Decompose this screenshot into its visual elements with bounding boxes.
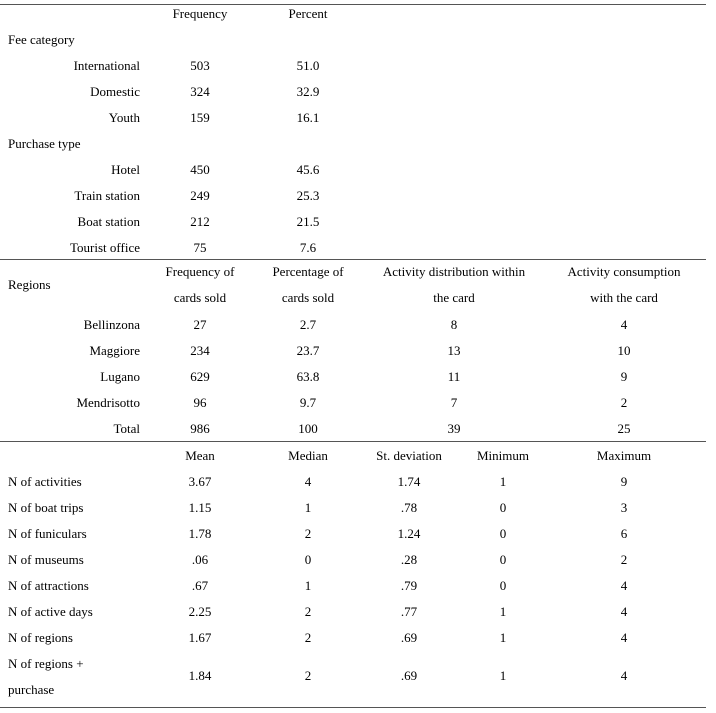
cell-percent: 25.3 bbox=[296, 188, 320, 203]
header-line: cards sold bbox=[281, 290, 335, 305]
cell-frequency: 212 bbox=[190, 214, 210, 229]
cell-maximum: 6 bbox=[620, 526, 628, 541]
cell-consumption: 2 bbox=[620, 395, 628, 410]
cell-median: 0 bbox=[304, 552, 312, 567]
cell-consumption: 9 bbox=[620, 369, 628, 384]
cell-frequency: 96 bbox=[193, 395, 207, 410]
cell-frequency: 503 bbox=[190, 58, 210, 73]
header-line: cards sold bbox=[173, 290, 227, 305]
cell-mean: .67 bbox=[191, 578, 209, 593]
header-frequency-of-cards-sold bbox=[150, 264, 250, 306]
row-label-museums: N of museums bbox=[8, 552, 84, 567]
cell-median: 2 bbox=[304, 630, 312, 645]
cell-distribution: 13 bbox=[447, 343, 461, 358]
cell-distribution: 39 bbox=[447, 421, 461, 436]
cell-median: 2 bbox=[304, 604, 312, 619]
top-rule bbox=[0, 4, 706, 5]
cell-median: 1 bbox=[304, 500, 312, 515]
cell-st-deviation: .69 bbox=[400, 630, 418, 645]
row-label-hotel: Hotel bbox=[111, 162, 140, 177]
header-line: Activity consumption bbox=[567, 264, 681, 279]
cell-median: 2 bbox=[304, 526, 312, 541]
header-line: Frequency of bbox=[165, 264, 235, 279]
cell-percentage: 63.8 bbox=[296, 369, 320, 384]
header-percent: Percent bbox=[288, 6, 328, 21]
header-activity-consumption bbox=[549, 264, 699, 306]
row-label-active-days: N of active days bbox=[8, 604, 93, 619]
header-line: the card bbox=[433, 290, 475, 305]
header-line: Percentage of bbox=[272, 264, 344, 279]
row-label-train-station: Train station bbox=[74, 188, 140, 203]
cell-st-deviation: .69 bbox=[400, 668, 418, 683]
header-st-deviation: St. deviation bbox=[376, 448, 442, 463]
cell-mean: 1.67 bbox=[188, 630, 212, 645]
row-label-regions: N of regions bbox=[8, 630, 73, 645]
header-activity-distribution bbox=[364, 264, 544, 306]
cell-percentage: 2.7 bbox=[299, 317, 317, 332]
cell-frequency: 159 bbox=[190, 110, 210, 125]
cell-frequency: 450 bbox=[190, 162, 210, 177]
cell-frequency: 986 bbox=[190, 421, 210, 436]
row-label-youth: Youth bbox=[108, 110, 140, 125]
cell-minimum: 1 bbox=[499, 668, 507, 683]
cell-minimum: 0 bbox=[499, 500, 507, 515]
cell-median: 2 bbox=[304, 668, 312, 683]
regions-label: Regions bbox=[8, 277, 51, 292]
cell-maximum: 4 bbox=[620, 630, 628, 645]
row-label-activities: N of activities bbox=[8, 474, 82, 489]
cell-frequency: 27 bbox=[193, 317, 207, 332]
cell-minimum: 1 bbox=[499, 630, 507, 645]
cell-mean: 1.15 bbox=[188, 500, 212, 515]
table-divider bbox=[0, 441, 706, 442]
cell-maximum: 4 bbox=[620, 668, 628, 683]
row-label-international: International bbox=[73, 58, 140, 73]
row-label-line: N of regions + bbox=[8, 656, 84, 671]
row-label-total: Total bbox=[113, 421, 140, 436]
cell-distribution: 7 bbox=[450, 395, 458, 410]
table-divider bbox=[0, 259, 706, 260]
row-label-boat-trips: N of boat trips bbox=[8, 500, 84, 515]
cell-median: 1 bbox=[304, 578, 312, 593]
row-label-attractions: N of attractions bbox=[8, 578, 89, 593]
cell-st-deviation: .79 bbox=[400, 578, 418, 593]
row-label-funiculars: N of funiculars bbox=[8, 526, 87, 541]
cell-consumption: 4 bbox=[620, 317, 628, 332]
cell-frequency: 324 bbox=[190, 84, 210, 99]
cell-mean: 3.67 bbox=[188, 474, 212, 489]
cell-maximum: 3 bbox=[620, 500, 628, 515]
cell-minimum: 0 bbox=[499, 526, 507, 541]
header-line: Activity distribution within bbox=[382, 264, 526, 279]
cell-maximum: 4 bbox=[620, 604, 628, 619]
cell-maximum: 4 bbox=[620, 578, 628, 593]
row-label-lugano: Lugano bbox=[100, 369, 140, 384]
row-label-boat-station: Boat station bbox=[77, 214, 140, 229]
cell-maximum: 2 bbox=[620, 552, 628, 567]
cell-st-deviation: .78 bbox=[400, 500, 418, 515]
cell-percent: 21.5 bbox=[296, 214, 320, 229]
row-label-tourist-office: Tourist office bbox=[70, 240, 140, 255]
cell-median: 4 bbox=[304, 474, 312, 489]
section-label-fee-category: Fee category bbox=[8, 32, 75, 47]
cell-percent: 45.6 bbox=[296, 162, 320, 177]
header-mean: Mean bbox=[185, 448, 215, 463]
cell-frequency: 75 bbox=[193, 240, 207, 255]
cell-st-deviation: 1.74 bbox=[397, 474, 421, 489]
cell-consumption: 25 bbox=[617, 421, 631, 436]
header-median: Median bbox=[288, 448, 328, 463]
row-label-maggiore: Maggiore bbox=[89, 343, 140, 358]
header-frequency: Frequency bbox=[172, 6, 228, 21]
cell-mean: 1.78 bbox=[188, 526, 212, 541]
section-label-purchase-type: Purchase type bbox=[8, 136, 81, 151]
cell-percent: 51.0 bbox=[296, 58, 320, 73]
cell-maximum: 9 bbox=[620, 474, 628, 489]
cell-minimum: 1 bbox=[499, 474, 507, 489]
cell-percent: 7.6 bbox=[299, 240, 317, 255]
cell-percent: 16.1 bbox=[296, 110, 320, 125]
cell-mean: 2.25 bbox=[188, 604, 212, 619]
cell-distribution: 11 bbox=[447, 369, 461, 384]
row-label-mendrisotto: Mendrisotto bbox=[76, 395, 140, 410]
cell-frequency: 249 bbox=[190, 188, 210, 203]
header-percentage-of-cards-sold bbox=[253, 264, 363, 306]
cell-st-deviation: .77 bbox=[400, 604, 418, 619]
cell-minimum: 0 bbox=[499, 552, 507, 567]
cell-distribution: 8 bbox=[450, 317, 458, 332]
row-label-bellinzona: Bellinzona bbox=[83, 317, 140, 332]
cell-mean: .06 bbox=[191, 552, 209, 567]
cell-st-deviation: .28 bbox=[400, 552, 418, 567]
cell-percentage: 23.7 bbox=[296, 343, 320, 358]
row-label-line: purchase bbox=[8, 682, 55, 697]
row-label-regions-purchase bbox=[8, 656, 84, 698]
cell-percentage: 9.7 bbox=[299, 395, 317, 410]
cell-st-deviation: 1.24 bbox=[397, 526, 421, 541]
cell-minimum: 1 bbox=[499, 604, 507, 619]
cell-minimum: 0 bbox=[499, 578, 507, 593]
cell-frequency: 234 bbox=[190, 343, 210, 358]
row-label-domestic: Domestic bbox=[90, 84, 140, 99]
cell-percentage: 100 bbox=[298, 421, 318, 436]
cell-consumption: 10 bbox=[617, 343, 631, 358]
cell-mean: 1.84 bbox=[188, 668, 212, 683]
header-line: with the card bbox=[590, 290, 658, 305]
header-minimum: Minimum bbox=[476, 448, 529, 463]
cell-percent: 32.9 bbox=[296, 84, 320, 99]
bottom-rule bbox=[0, 707, 706, 708]
header-maximum: Maximum bbox=[596, 448, 652, 463]
cell-frequency: 629 bbox=[190, 369, 210, 384]
